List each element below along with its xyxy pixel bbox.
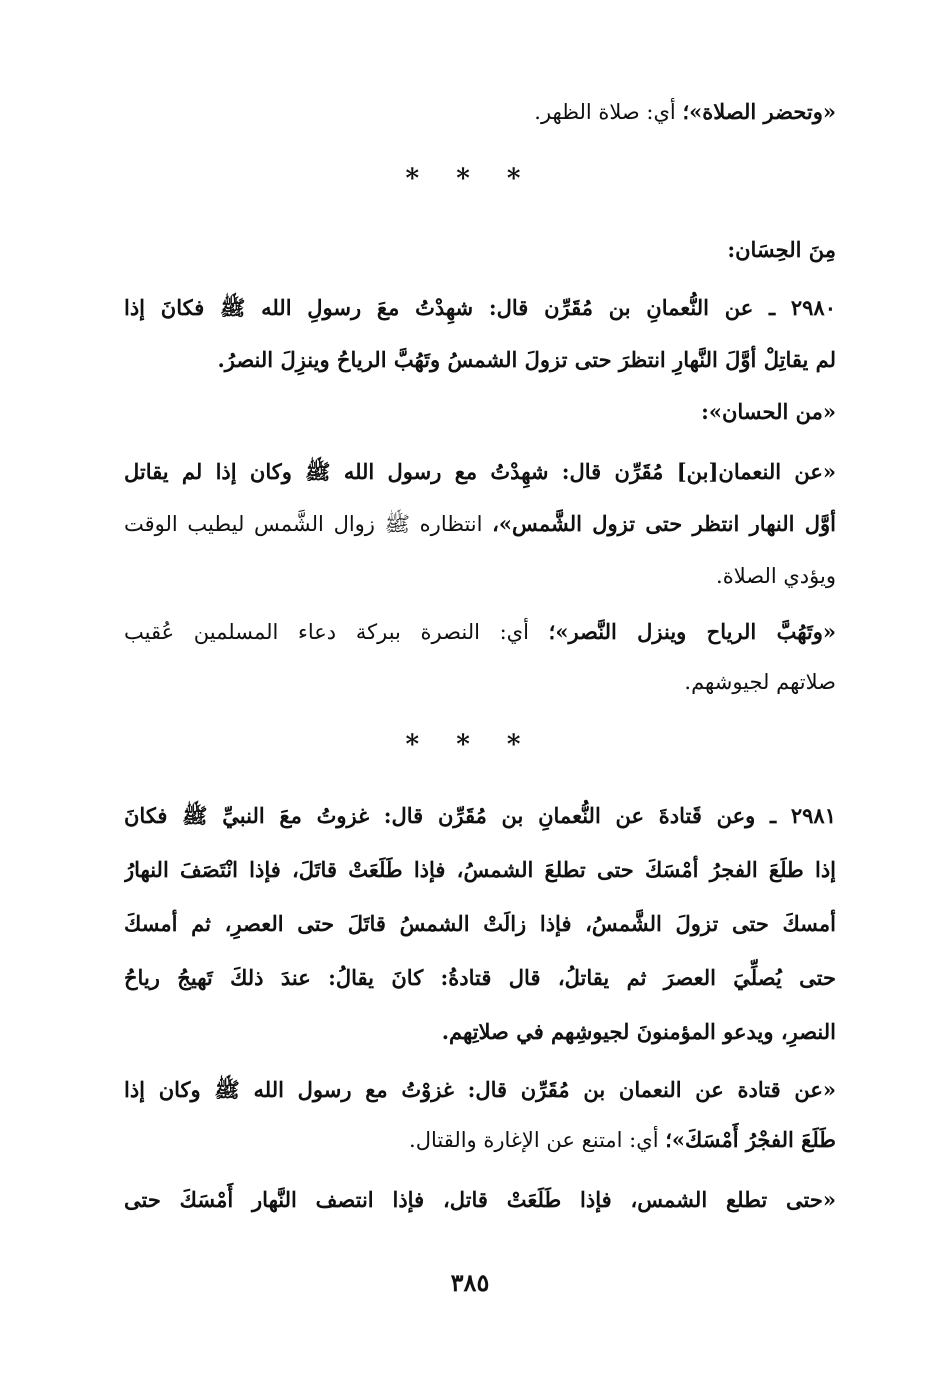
commentary-2980-p1-line-2-quote: أوَّل النهار انتظر حتى تزول الشَّمس»، [492,511,836,536]
top-note-line [124,92,836,132]
commentary-2980-p1-line-1 [124,452,836,492]
commentary-2980-p1-line-2-rest: انتظاره ﷺ زوال الشَّمس ليطيب الوقت [124,512,493,536]
hadith-2981-line-4: حتى يُصلِّيَ العصرَ ثم يقاتلُ، قال قتادةُ: كانَ يقالُ: عندَ ذلكَ تَهيجُ رياحُ [124,965,836,990]
commentary-2981-p2-line-1-text: «حتى تطلع الشمس، فإذا طَلَعَتْ قاتل، فإذا انتصف النَّهار أَمْسَكَ حتى [124,1187,836,1212]
commentary-2981-p1-line-1-text: «عن قتادة عن النعمان بن مُقَرِّن قال: غزوْتُ مع رسول الله ﷺ وكان إذا [124,1077,836,1102]
commentary-2980-p2-line-1 [124,612,836,652]
top-note-rest: أي: صلاة الظهر. [534,100,683,124]
hadith-2981-line-1: ٢٩٨١ ـ وعن قَتادةَ عن النُّعمانِ بن مُقَرِّن قال: غزوتُ معَ النبيِّ ﷺ فكانَ [124,803,836,828]
commentary-2980-p2-line-1-rest: أي: النصرة ببركة دعاء المسلمين عُقيب [124,620,549,644]
commentary-2980-p1-line-2 [124,504,836,544]
hadith-2980-line-1: ٢٩٨٠ ـ عن النُّعمانِ بن مُقَرِّن قال: شهِدْتُ معَ رسولِ الله ﷺ فكانَ إذا [124,295,836,320]
hadith-2981-line-2: إذا طلَعَ الفجرُ أمْسَكَ حتى تطلعَ الشمسُ، فإذا طَلَعَتْ قاتَلَ، فإذا انْتَصَفَ النهارُ [124,857,836,882]
section-separator: * * * [405,164,535,194]
commentary-2980-p1-line-1-text: «عن النعمان[بن] مُقَرِّن قال: شهِدْتُ مع رسول الله ﷺ وكان إذا لم يقاتل [124,459,836,484]
commentary-2981-p2-line-1 [124,1180,836,1220]
commentary-2980-p2-line-1-quote: «وتَهُبَّ الرياح وينزل النَّصر»؛ [548,619,836,644]
commentary-2980-p2-line-2: صلاتهم لجيوشهم. [684,670,836,694]
top-note-quote: «وتحضر الصلاة»؛ [682,99,836,124]
section-heading: مِنَ الحِسَان: [727,237,836,262]
commentary-2981-p1-line-2-rest: أي: امتنع عن الإغارة والقتال. [409,1128,666,1152]
commentary-2980-heading: «من الحسان»: [701,399,836,424]
commentary-2981-p1-line-2 [124,1120,836,1160]
page-number: ٣٨٥ [450,1268,490,1297]
commentary-2981-p1-line-2-quote: طَلَعَ الفجْرُ أَمْسَكَ»؛ [665,1127,836,1152]
hadith-2981-line-5: النصرِ، ويدعو المؤمنونَ لجيوشِهم في صلاتِهم. [441,1019,836,1044]
commentary-2981-p1-line-1 [124,1070,836,1110]
hadith-2981-line-3: أمسكَ حتى تزولَ الشَّمسُ، فإذا زالَتْ الشمسُ قاتَلَ حتى العصرِ، ثم أمسكَ [124,911,836,936]
section-separator: * * * [405,730,535,760]
commentary-2980-p1-line-3: ويؤدي الصلاة. [716,564,836,588]
hadith-2980-line-2: لم يقاتِلْ أوَّلَ النَّهارِ انتظرَ حتى تزولَ الشمسُ وتَهُبَّ الرياحُ وينزِلَ النصرُ. [217,347,836,372]
